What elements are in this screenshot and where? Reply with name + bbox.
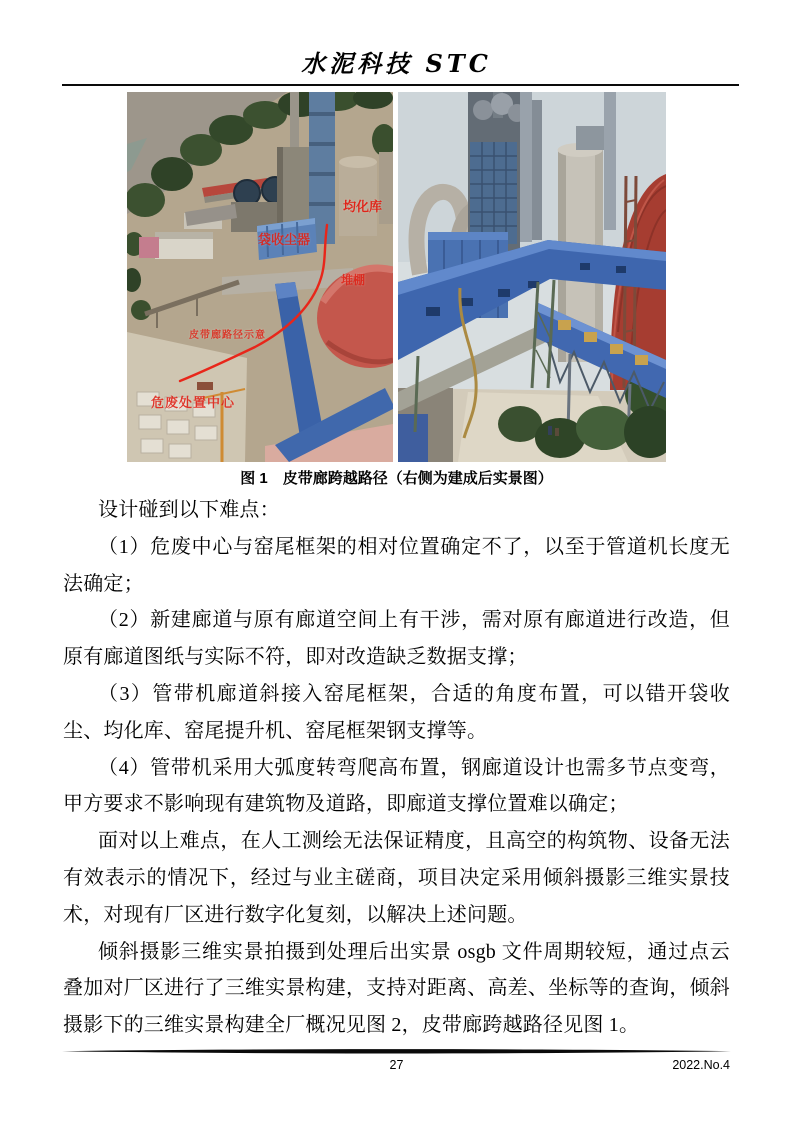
annotation-hazardous-waste-center: 危废处置中心	[151, 395, 236, 410]
annotation-homogenizing-silo: 均化库	[343, 199, 383, 214]
annotation-stockpile-shed: 堆棚	[341, 273, 366, 287]
footer-rule	[62, 1048, 731, 1055]
issue-label: 2022.No.4	[672, 1058, 730, 1072]
person-figure	[548, 426, 552, 435]
plant-photo-illustration	[398, 92, 666, 462]
homogenizing-silo	[339, 152, 393, 236]
body-paragraph: （2）新建廊道与原有廊道空间上有干涉，需对原有廊道进行改造，但原有廊道图纸与实际不符，即对改造缺乏数据支撑；	[63, 609, 730, 669]
body-paragraph: 倾斜摄影三维实景拍摄到处理后出实景 osgb 文件周期较短，通过点云叠加对厂区进行了三维实景构建，支持对距离、高差、坐标等的查询，倾斜摄影下的三维实景构建全厂概况见图 2，皮带廊跨越路径见图 1。	[63, 940, 730, 1037]
body-paragraph: （4）管带机采用大弧度转弯爬高布置，钢廊道设计也需多节点变弯，甲方要求不影响现有建筑物及道路，即廊道支撑位置难以确定；	[63, 756, 730, 816]
body-paragraph: （1）危废中心与窑尾框架的相对位置确定不了，以至于管道机长度无法确定；	[63, 535, 730, 595]
figure1-left-aerial-image	[127, 92, 393, 462]
journal-title: 水泥科技 STC	[301, 49, 492, 78]
figure1-caption: 图 1 皮带廊跨越路径（右侧为建成后实景图）	[240, 470, 553, 487]
page-number-label: 27	[389, 1058, 404, 1072]
body-paragraph: （3）管带机廊道斜接入窑尾框架，合适的角度布置，可以错开袋收尘、均化库、窑尾提升机、窑尾框架钢支撑等。	[63, 682, 730, 742]
annotation-bag-dust-collector: 袋收尘器	[258, 232, 311, 247]
body-paragraph: 面对以上难点，在人工测绘无法保证精度，且高空的构筑物、设备无法有效表示的情况下，经过与业主磋商，项目决定采用倾斜摄影三维实景技术，对现有厂区进行数字化复刻，以解决上述问题。	[63, 830, 730, 926]
header-rule	[62, 84, 739, 86]
annotation-belt-corridor-path: 皮带廊路径示意	[189, 330, 266, 341]
person-figure	[555, 428, 559, 436]
article-body	[63, 492, 730, 1044]
body-paragraph: 设计碰到以下难点：	[98, 499, 280, 521]
figure1-right-photo-image	[398, 92, 666, 462]
figure-1	[127, 92, 666, 462]
pink-building	[139, 237, 159, 258]
preheater-tower-photo	[468, 92, 542, 254]
